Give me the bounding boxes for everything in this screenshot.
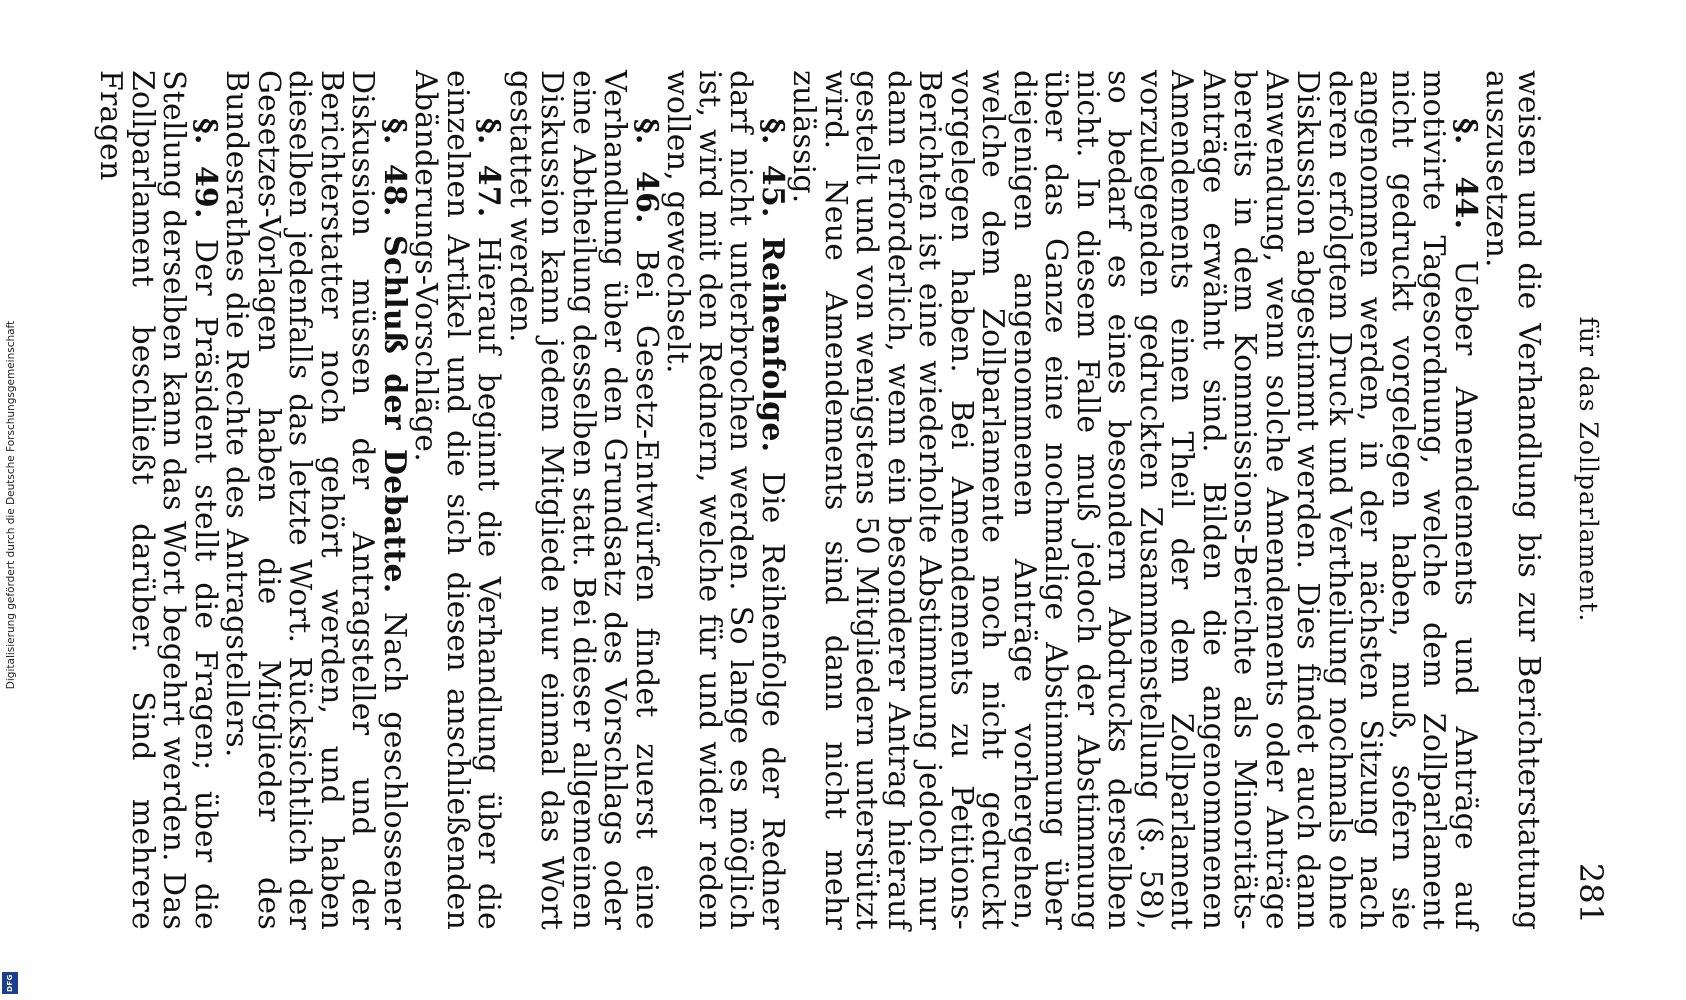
paragraph-text: Hierauf beginnt die Verhandlung über die einzelnen Artikel und die sich diesen anschließenden Abänderungs-Vorschläge. (408, 70, 507, 930)
section-number: §. 46. (629, 118, 664, 224)
paragraph-text: Nach geschlossener Diskussion müssen der Antragsteller und der Berichterstatter noch gehört werden, und haben dieselben jedenfalls das letzte Wort. Rücksichtlich der Gesetzes-Vorlagen haben die Mitglieder des Bundesrathes die Rechte des Antragstellers. (219, 70, 412, 930)
section-heading: Schluß der Debatte. (377, 235, 412, 594)
paragraph-text: weisen und die Verhandlung bis zur Berichterstattung auszusetzen. (1479, 70, 1546, 930)
body-text (95, 70, 1544, 930)
paragraph (410, 70, 505, 930)
paragraph (221, 70, 410, 930)
dfg-logo (2, 972, 18, 994)
digitization-credit-text: Digitalisierung gefördert durch die Deutsche Forschungsgemeinschaft (5, 320, 17, 690)
section-number: §. 47. (471, 118, 507, 218)
paragraph-text: Bei Gesetz-Entwürfen findet zuerst eine Verhandlung über den Grundsatz des Vorschlags oder eine Abtheilung desselben statt. Bei dieser allgemeinen Diskussion kann jedem Mitgliede nur einmal das Wort gestattet werden. (503, 70, 664, 930)
running-title: für das Zollparlament. (1574, 316, 1603, 623)
paragraph (788, 70, 1481, 930)
section-heading: Reihenfolge. (755, 236, 790, 453)
paragraph (1481, 70, 1544, 930)
section-number: §. 49. (188, 118, 223, 219)
page-number: 281 (1572, 862, 1610, 924)
paragraph (662, 70, 788, 930)
running-head (1554, 70, 1610, 930)
scanned-page-area (30, 0, 1686, 1000)
paragraph-text: Ueber Amendements und Anträge auf motivirte Tagesordnung, welche dem Zollparlament nicht gedruckt vorgelegen haben, muß, sofern sie angenommen werden, in der nächsten Sitzung nach deren erfolgtem Druck und Vertheilung nochmals ohne Diskussion abgestimmt werden. Dies findet auch dann Anwendung, wenn solche Amendements oder Anträge bereits in dem Kommissions-Berichte als Minoritäts-Anträge erwähnt sind. Bilden die angenommenen Amendements einen Theil der dem Zollparlament vorzulegenden gedruckten Zusammenstellung (§. 58), so bedarf es eines besondern Abdrucks derselben nicht. In diesem Falle muß jedoch der Abstimmung über das Ganze eine nochmalige Abstimmung über diejenigen angenommenen Anträge vorhergehen, welche dem Zollparlamente noch nicht gedruckt vorgelegen haben. Bei Amendements zu Petitions-Berichten ist eine wiederholte Abstimmung jedoch nur dann erforderlich, wenn ein besonderer Antrag hierauf gestellt und von wenigstens 50 Mitgliedern unterstützt wird. Neue Amendements sind dann nicht mehr zulässig. (786, 70, 1483, 930)
rotated-book-page (93, 70, 1610, 930)
section-number: §. 48. (377, 118, 412, 217)
paragraph (505, 70, 663, 930)
digitization-credit-sidebar (0, 0, 22, 1000)
dfg-logo-text: DFG (6, 974, 14, 992)
paragraph-text: Die Reihenfolge der Redner darf nicht unterbrochen werden. So lange es möglich ist, wird mit den Rednern, welche für und wider reden wollen, gewechselt. (660, 70, 790, 930)
paragraph (95, 70, 221, 930)
section-number: §. 45. (755, 118, 790, 218)
paragraph-text: Der Präsident stellt die Fragen; über die Stellung derselben kann das Wort begehrt werden. Das Zollparlament beschließt darüber. Sind mehrere Fragen (93, 70, 223, 930)
section-number: §. 44. (1448, 118, 1483, 230)
